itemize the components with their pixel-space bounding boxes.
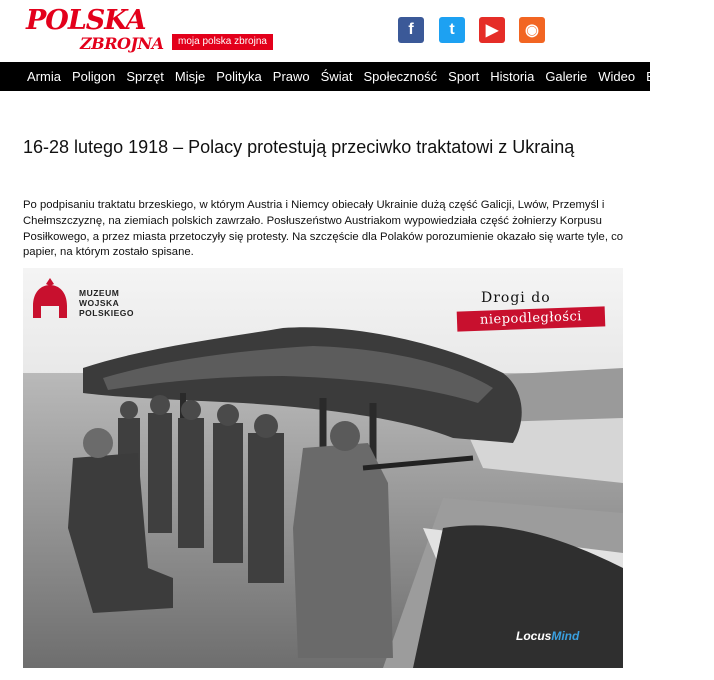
article-title: 16-28 lutego 1918 – Polacy protestują przeciwko traktatowi z Ukrainą	[23, 137, 575, 157]
nav-item-misje[interactable]: Misje	[174, 69, 206, 84]
series-line1: Drogi do	[481, 290, 551, 306]
site-header	[0, 0, 650, 62]
twitter-icon[interactable]: t	[439, 17, 465, 43]
logo-line2: ZBROJNA	[80, 34, 164, 53]
logo-line1: POLSKA	[26, 5, 146, 36]
series-badge	[455, 290, 615, 330]
nav-item-armia[interactable]: Armia	[27, 69, 61, 84]
youtube-icon[interactable]: ▶	[479, 17, 505, 43]
nav-item-sprzęt[interactable]: Sprzęt	[126, 69, 164, 84]
nav-list	[0, 62, 714, 91]
nav-item-galerie[interactable]: Galerie	[545, 69, 588, 84]
helmet-eagle-icon	[27, 276, 73, 322]
museum-logo	[27, 276, 157, 322]
museum-name: MUZEUM WOJSKA POLSKIEGO	[79, 288, 135, 318]
nav-item-poligon[interactable]: Poligon	[71, 69, 116, 84]
site-tagline[interactable]: moja polska zbrojna	[172, 34, 273, 50]
site-logo[interactable]	[26, 6, 166, 56]
nav-item-prawo[interactable]: Prawo	[272, 69, 310, 84]
main-nav	[0, 62, 704, 91]
nav-item-polityka[interactable]: Polityka	[216, 69, 262, 84]
nav-item-wideo[interactable]: Wideo	[598, 69, 636, 84]
rss-icon[interactable]: ◉	[519, 17, 545, 43]
nav-item-społeczność[interactable]: Społeczność	[363, 69, 438, 84]
series-line2: niepodległości	[457, 306, 606, 331]
nav-item-świat[interactable]: Świat	[320, 69, 353, 84]
article-photo[interactable]	[23, 268, 623, 668]
facebook-icon[interactable]: f	[398, 17, 424, 43]
nav-item-english[interactable]: ENGLISH	[646, 69, 704, 84]
nav-item-historia[interactable]: Historia	[490, 69, 535, 84]
article-lead: Po podpisaniu traktatu brzeskiego, w którym Austria i Niemcy obiecały Ukrainie dużą część Galicji, Lwów, Przemyśl i Chełmszczyznę, na ziemiach polskich zawrzało. Posłuszeństwo Austriakom wypowiedziała część żołnierzy Korpusu Posiłkowego, a przez miasta przetoczyły się protesty. Na szczęście dla Polaków porozumienie okazało się warte tyle, co papier, na którym zostało spisane.	[23, 199, 624, 259]
photo-watermark: LocusMind	[516, 629, 580, 643]
nav-item-sport[interactable]: Sport	[448, 69, 480, 84]
